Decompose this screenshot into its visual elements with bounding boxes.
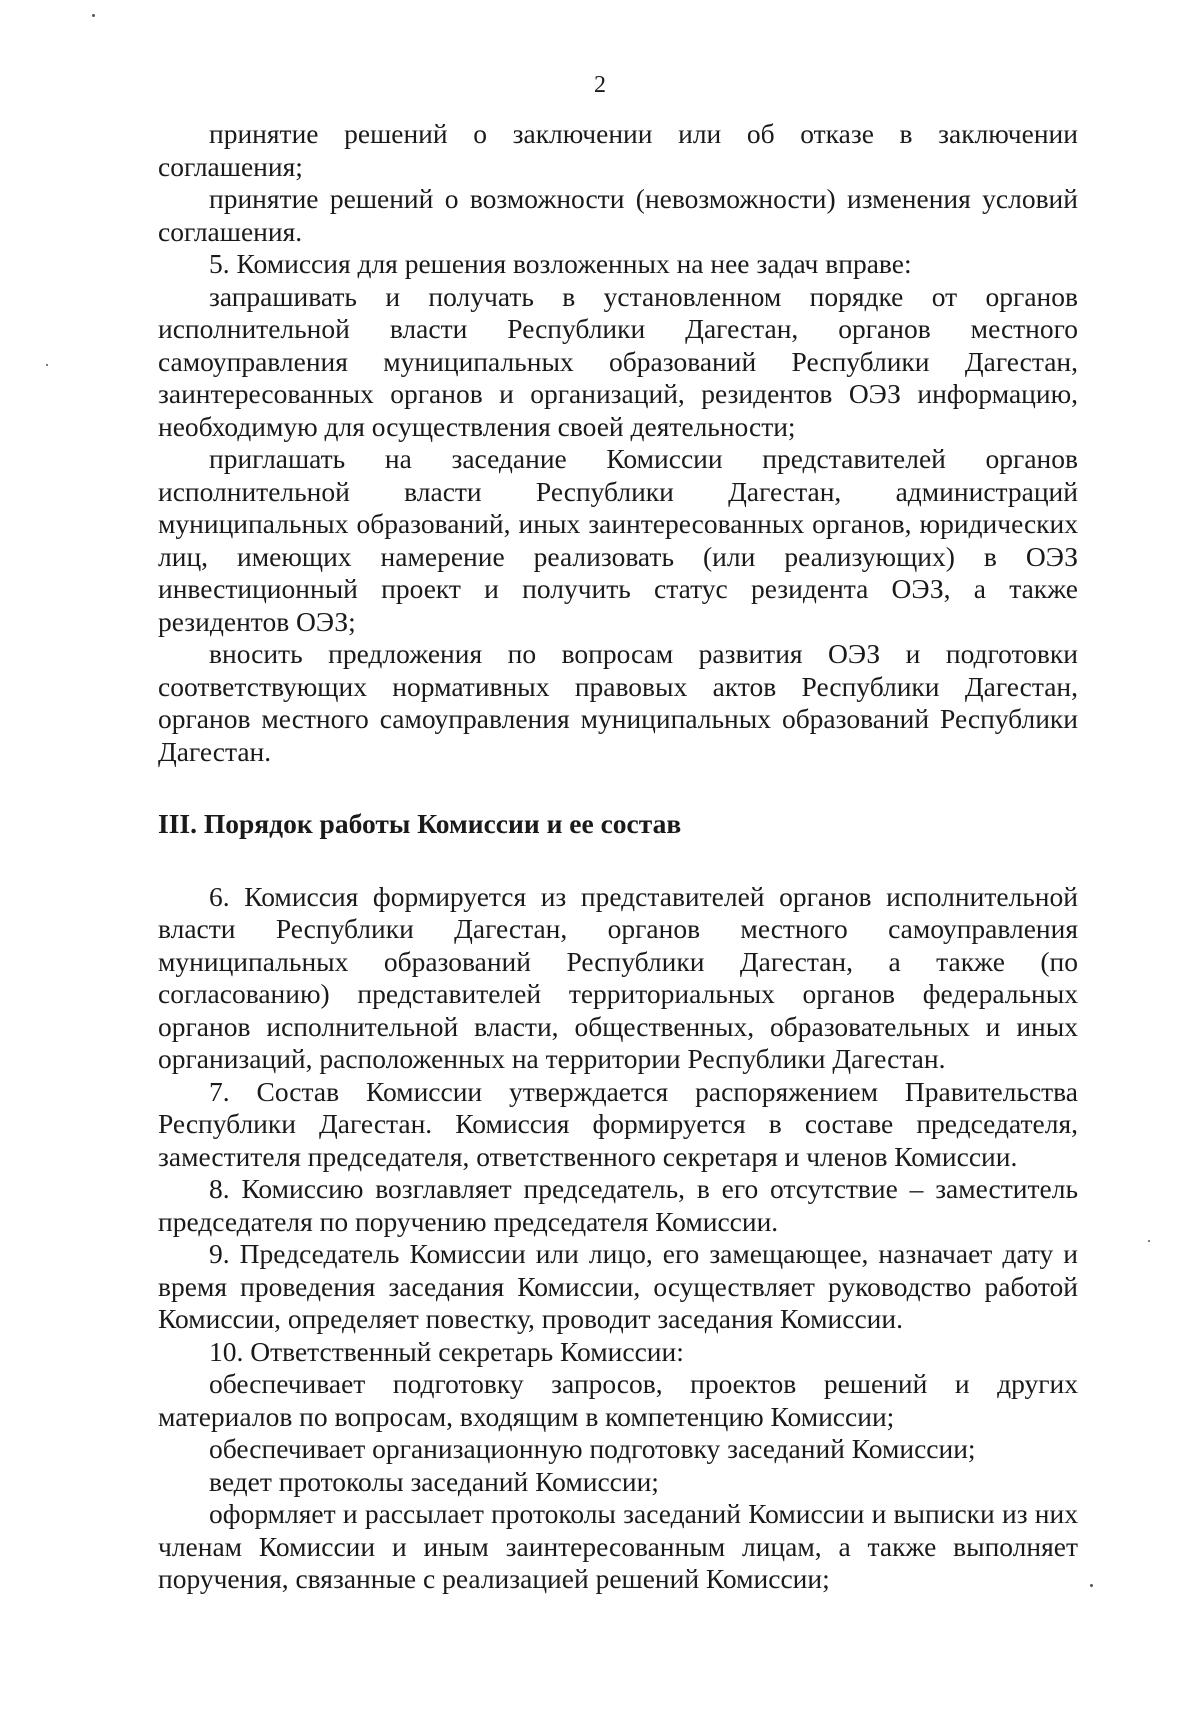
paragraph: 9. Председатель Комиссии или лицо, его замещающее, назначает дату и время проведения заседания Комиссии, осуществляет руководство работой Комиссии, определяет повестку, проводит заседания Комиссии. <box>158 1238 1078 1334</box>
paragraph: приглашать на заседание Комиссии представителей органов исполнительной власти Республики Дагестан, администраций муниципальных образований, иных заинтересованных органов, юридических лиц, имеющих намерение реализовать (или реализующих) в ОЭЗ инвестиционный проект и получить статус резидента ОЭЗ, а также резидентов ОЭЗ; <box>158 443 1078 637</box>
scan-speck <box>92 14 95 17</box>
paragraph: 5. Комиссия для решения возложенных на нее задач вправе: <box>209 248 912 279</box>
paragraph: 8. Комиссию возглавляет председатель, в его отсутствие – заместитель председателя по поручению председателя Комиссии. <box>158 1173 1078 1237</box>
document-body <box>158 118 1078 1596</box>
paragraph: 7. Состав Комиссии утверждается распоряжением Правительства Республики Дагестан. Комиссия формируется в составе председателя, заместителя председателя, ответственного секретаря и членов Комиссии. <box>158 1075 1078 1172</box>
paragraph: 10. Ответственный секретарь Комиссии: <box>209 1335 684 1367</box>
section-heading: III. Порядок работы Комиссии и ее состав <box>158 808 682 839</box>
paragraph: запрашивать и получать в установленном порядке от органов исполнительной власти Республики Дагестан, органов местного самоуправления муниципальных образований Республики Дагестан, заинтересованных органов и организаций, резидентов ОЭЗ информацию, необходимую для осуществления своей деятельности; <box>158 280 1078 442</box>
scan-speck <box>1148 1240 1150 1242</box>
paragraph: ведет протоколы заседаний Комиссии; <box>209 1465 659 1497</box>
paragraph: принятие решений о возможности (невозможности) изменения условий соглашения. <box>158 183 1078 247</box>
paragraph: обеспечивает организационную подготовку заседаний Комиссии; <box>209 1433 976 1464</box>
paragraph: вносить предложения по вопросам развития ОЭЗ и подготовки соответствующих нормативных правовых актов Республики Дагестан, органов местного самоуправления муниципальных образований Республики Дагестан. <box>158 638 1078 767</box>
scan-speck <box>46 364 48 366</box>
scan-speck <box>1090 1584 1093 1587</box>
paragraph: оформляет и рассылает протоколы заседаний Комиссии и выписки из них членам Комиссии и иным заинтересованным лицам, а также выполняет поручения, связанные с реализацией решений Комиссии; <box>158 1498 1078 1594</box>
paragraph: 6. Комиссия формируется из представителей органов исполнительной власти Республики Дагестан, органов местного самоуправления муниципальных образований Республики Дагестан, а также (по согласованию) представителей территориальных органов федеральных органов исполнительной власти, общественных, образовательных и иных организаций, расположенных на территории Республики Дагестан. <box>158 880 1078 1074</box>
paragraph: обеспечивает подготовку запросов, проектов решений и других материалов по вопросам, входящим в компетенцию Комиссии; <box>158 1368 1078 1432</box>
paragraph: принятие решений о заключении или об отказе в заключении соглашения; <box>158 118 1078 182</box>
page-number: 2 <box>594 72 606 98</box>
